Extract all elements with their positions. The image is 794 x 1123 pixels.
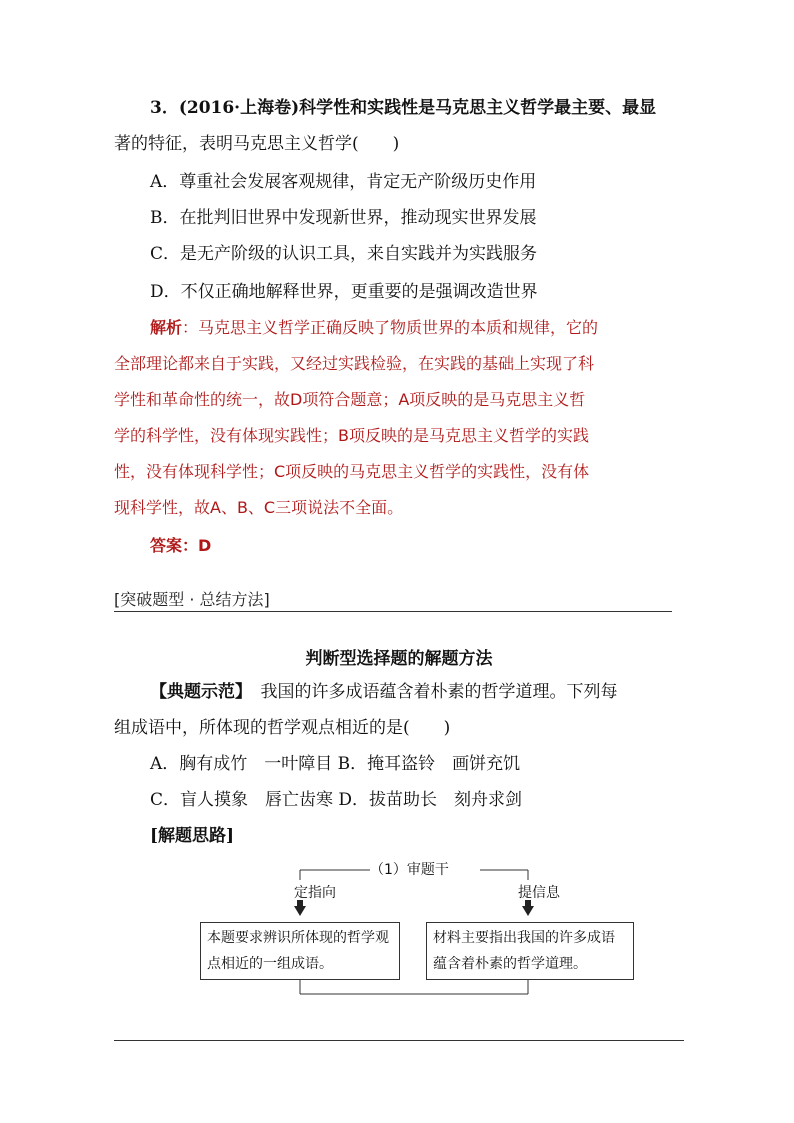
analysis-line-1 [150,316,720,340]
approach-diagram [200,858,640,1000]
analysis-text-1: ：马克思主义哲学正确反映了物质世界的本质和规律，它的 [182,318,599,337]
option-b: B．在批判旧世界中发现新世界，推动现实世界发展 [150,208,537,228]
answer-value: ：D [182,536,212,555]
example-line-1 [150,680,720,704]
example-text-1: 我国的许多成语蕴含着朴素的哲学道理。下列每 [243,682,618,702]
option-d: D．不仅正确地解释世界，更重要的是强调改造世界 [150,282,538,302]
diagram-right-box: 材料主要指出我国的许多成语蕴含着朴素的哲学道理。 [426,922,634,980]
question-line-1: 3．(2016·上海卷)科学性和实践性是马克思主义哲学最主要、最显 [150,98,657,118]
example-label: 【典题示范】 [150,682,244,702]
example-options-row-1: A．胸有成竹 一叶障目 B．掩耳盗铃 画饼充饥 [150,754,521,774]
diagram-left-box: 本题要求辨识所体现的哲学观点相近的一组成语。 [200,922,400,980]
option-a: A．尊重社会发展客观规律，肯定无产阶级历史作用 [150,172,537,192]
bottom-divider [114,1040,684,1041]
section-title: 判断型选择题的解题方法 [305,649,493,669]
diagram-right-label: 提信息 [518,885,560,901]
analysis-label: 解析 [150,318,183,337]
section-header: [突破题型 · 总结方法] [114,587,672,612]
question-line-2: 著的特征，表明马克思主义哲学( ) [114,134,400,154]
diagram-top-label: （1）审题干 [370,862,449,878]
analysis-line-4: 学的科学性，没有体现实践性；B项反映的是马克思主义哲学的实践 [114,426,589,445]
answer-label: 答案 [150,536,183,555]
analysis-line-5: 性，没有体现科学性；C项反映的马克思主义哲学的实践性，没有体 [114,462,590,481]
option-c: C．是无产阶级的认识工具，来自实践并为实践服务 [150,244,538,264]
analysis-line-3: 学性和革命性的统一，故D项符合题意；A项反映的是马克思主义哲 [114,390,586,409]
analysis-line-2: 全部理论都来自于实践，又经过实践检验，在实践的基础上实现了科 [114,354,595,373]
example-line-2: 组成语中，所体现的哲学观点相近的是( ) [114,718,451,738]
analysis-line-6: 现科学性，故A、B、C三项说法不全面。 [114,498,404,517]
answer-line [150,534,720,558]
approach-label: [解题思路] [150,826,235,846]
example-options-row-2: C．盲人摸象 唇亡齿寒 D．拔苗助长 刻舟求剑 [150,790,523,810]
diagram-left-label: 定指向 [294,885,336,901]
